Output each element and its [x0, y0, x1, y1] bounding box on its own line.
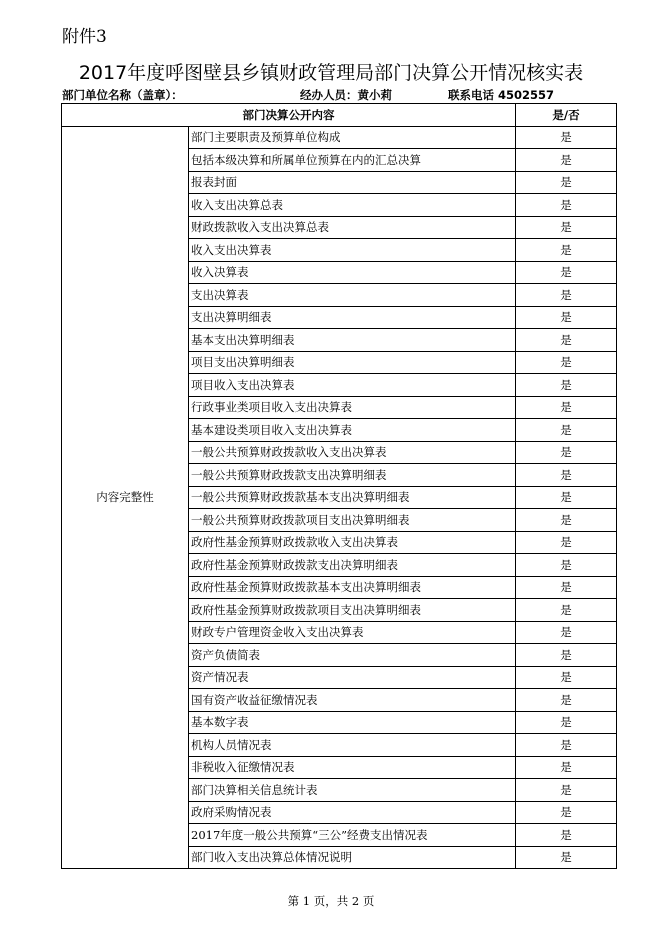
item-cell: 资产情况表: [189, 666, 516, 689]
item-cell: 政府性基金预算财政拨款基本支出决算明细表: [189, 576, 516, 599]
item-cell: 财政专户管理资金收入支出决算表: [189, 621, 516, 644]
item-cell: 政府性基金预算财政拨款项目支出决算明细表: [189, 599, 516, 622]
answer-cell: 是: [516, 441, 617, 464]
answer-cell: 是: [516, 284, 617, 307]
answer-cell: 是: [516, 734, 617, 757]
item-cell: 报表封面: [189, 171, 516, 194]
answer-cell: 是: [516, 261, 617, 284]
item-cell: 基本支出决算明细表: [189, 329, 516, 352]
item-cell: 一般公共预算财政拨款收入支出决算表: [189, 441, 516, 464]
category-cell: 内容完整性: [62, 126, 189, 869]
answer-cell: 是: [516, 351, 617, 374]
answer-cell: 是: [516, 846, 617, 869]
item-cell: 部门主要职责及预算单位构成: [189, 126, 516, 149]
answer-cell: 是: [516, 239, 617, 262]
answer-cell: 是: [516, 756, 617, 779]
item-cell: 2017年度一般公共预算“三公”经费支出情况表: [189, 824, 516, 847]
item-cell: 部门收入支出决算总体情况说明: [189, 846, 516, 869]
page-title: 2017年度呼图壁县乡镇财政管理局部门决算公开情况核实表: [78, 62, 584, 84]
answer-cell: 是: [516, 216, 617, 239]
item-cell: 国有资产收益征缴情况表: [189, 689, 516, 712]
item-cell: 一般公共预算财政拨款支出决算明细表: [189, 464, 516, 487]
answer-cell: 是: [516, 329, 617, 352]
attachment-label: 附件3: [62, 27, 107, 47]
item-cell: 项目支出决算明细表: [189, 351, 516, 374]
table-header-row: [62, 104, 617, 127]
answer-cell: 是: [516, 666, 617, 689]
answer-cell: 是: [516, 644, 617, 667]
answer-cell: 是: [516, 599, 617, 622]
answer-cell: 是: [516, 306, 617, 329]
item-cell: 支出决算明细表: [189, 306, 516, 329]
answer-cell: 是: [516, 554, 617, 577]
table-body: [62, 126, 617, 869]
item-cell: 非税收入征缴情况表: [189, 756, 516, 779]
item-cell: 财政拨款收入支出决算总表: [189, 216, 516, 239]
answer-cell: 是: [516, 171, 617, 194]
verification-table: [61, 103, 617, 869]
answer-cell: 是: [516, 711, 617, 734]
header-answer: 是/否: [516, 104, 617, 127]
item-cell: 收入支出决算表: [189, 239, 516, 262]
page-footer: 第 1 页，共 2 页: [287, 894, 375, 908]
answer-cell: 是: [516, 149, 617, 172]
answer-cell: 是: [516, 194, 617, 217]
item-cell: 资产负债简表: [189, 644, 516, 667]
unit-name-label: 部门单位名称（盖章）：: [62, 88, 183, 102]
item-cell: 政府采购情况表: [189, 801, 516, 824]
phone-label: 联系电话 4502557: [448, 88, 555, 102]
answer-cell: 是: [516, 531, 617, 554]
table-row: [62, 126, 617, 149]
item-cell: 行政事业类项目收入支出决算表: [189, 396, 516, 419]
answer-cell: 是: [516, 419, 617, 442]
item-cell: 包括本级决算和所属单位预算在内的汇总决算: [189, 149, 516, 172]
item-cell: 政府性基金预算财政拨款支出决算明细表: [189, 554, 516, 577]
item-cell: 机构人员情况表: [189, 734, 516, 757]
item-cell: 一般公共预算财政拨款基本支出决算明细表: [189, 486, 516, 509]
header-content: 部门决算公开内容: [62, 104, 516, 127]
item-cell: 一般公共预算财政拨款项目支出决算明细表: [189, 509, 516, 532]
item-cell: 基本建设类项目收入支出决算表: [189, 419, 516, 442]
item-cell: 政府性基金预算财政拨款收入支出决算表: [189, 531, 516, 554]
answer-cell: 是: [516, 126, 617, 149]
item-cell: 支出决算表: [189, 284, 516, 307]
answer-cell: 是: [516, 824, 617, 847]
answer-cell: 是: [516, 779, 617, 802]
answer-cell: 是: [516, 509, 617, 532]
handler-label: 经办人员：黄小莉: [300, 88, 392, 102]
answer-cell: 是: [516, 486, 617, 509]
answer-cell: 是: [516, 801, 617, 824]
item-cell: 基本数字表: [189, 711, 516, 734]
item-cell: 收入支出决算总表: [189, 194, 516, 217]
item-cell: 收入决算表: [189, 261, 516, 284]
answer-cell: 是: [516, 464, 617, 487]
item-cell: 项目收入支出决算表: [189, 374, 516, 397]
answer-cell: 是: [516, 621, 617, 644]
answer-cell: 是: [516, 689, 617, 712]
answer-cell: 是: [516, 576, 617, 599]
item-cell: 部门决算相关信息统计表: [189, 779, 516, 802]
answer-cell: 是: [516, 396, 617, 419]
answer-cell: 是: [516, 374, 617, 397]
